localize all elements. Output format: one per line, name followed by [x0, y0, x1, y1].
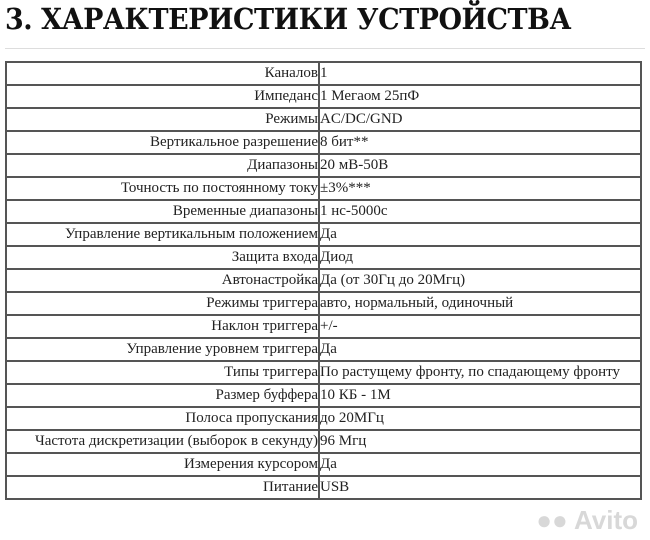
table-row — [6, 177, 641, 200]
spec-value: По растущему фронту, по спадающему фронту — [319, 361, 641, 384]
spec-value: Да — [319, 338, 641, 361]
table-row — [6, 131, 641, 154]
table-row — [6, 338, 641, 361]
spec-name: Каналов — [6, 62, 319, 85]
table-row — [6, 361, 641, 384]
spec-name: Автонастройка — [6, 269, 319, 292]
spec-value: +/- — [319, 315, 641, 338]
spec-name: Измерения курсором — [6, 453, 319, 476]
spec-value: 1 нс-5000с — [319, 200, 641, 223]
table-row — [6, 384, 641, 407]
table-row — [6, 62, 641, 85]
table-row — [6, 108, 641, 131]
table-row — [6, 269, 641, 292]
table-row — [6, 476, 641, 499]
table-row — [6, 315, 641, 338]
spec-value: авто, нормальный, одиночный — [319, 292, 641, 315]
spec-value: 1 — [319, 62, 641, 85]
spec-name: Временные диапазоны — [6, 200, 319, 223]
spec-name: Вертикальное разрешение — [6, 131, 319, 154]
spec-value: 1 Мегаом 25пФ — [319, 85, 641, 108]
spec-value: Да — [319, 453, 641, 476]
spec-name: Полоса пропускания — [6, 407, 319, 430]
spec-name: Точность по постоянному току — [6, 177, 319, 200]
spec-name: Типы триггера — [6, 361, 319, 384]
table-row — [6, 453, 641, 476]
avito-watermark: ●● Avito — [536, 505, 638, 535]
spec-value: 96 Мгц — [319, 430, 641, 453]
table-row — [6, 154, 641, 177]
table-row — [6, 430, 641, 453]
spec-name: Частота дискретизации (выборок в секунду) — [6, 430, 319, 453]
divider — [5, 48, 645, 49]
spec-value: USB — [319, 476, 641, 499]
spec-name: Диапазоны — [6, 154, 319, 177]
spec-name: Импеданс — [6, 85, 319, 108]
watermark-text: Avito — [573, 505, 638, 535]
spec-name: Защита входа — [6, 246, 319, 269]
spec-name: Режимы триггера — [6, 292, 319, 315]
table-row — [6, 246, 641, 269]
spec-value: Диод — [319, 246, 641, 269]
table-row — [6, 292, 641, 315]
spec-value: до 20МГц — [319, 407, 641, 430]
table-row — [6, 223, 641, 246]
specs-table — [5, 61, 642, 500]
spec-value: Да (от 30Гц до 20Мгц) — [319, 269, 641, 292]
table-row — [6, 85, 641, 108]
table-row — [6, 200, 641, 223]
spec-value: 20 мВ-50В — [319, 154, 641, 177]
spec-value: AC/DC/GND — [319, 108, 641, 131]
section-title: 3. ХАРАКТЕРИСТИКИ УСТРОЙСТВА — [5, 2, 571, 36]
spec-value: 10 КБ - 1М — [319, 384, 641, 407]
spec-value: ±3%*** — [319, 177, 641, 200]
spec-value: Да — [319, 223, 641, 246]
table-row — [6, 407, 641, 430]
spec-name: Управление вертикальным положением — [6, 223, 319, 246]
spec-value: 8 бит** — [319, 131, 641, 154]
spec-name: Питание — [6, 476, 319, 499]
spec-name: Режимы — [6, 108, 319, 131]
spec-name: Наклон триггера — [6, 315, 319, 338]
spec-name: Размер буффера — [6, 384, 319, 407]
spec-name: Управление уровнем триггера — [6, 338, 319, 361]
